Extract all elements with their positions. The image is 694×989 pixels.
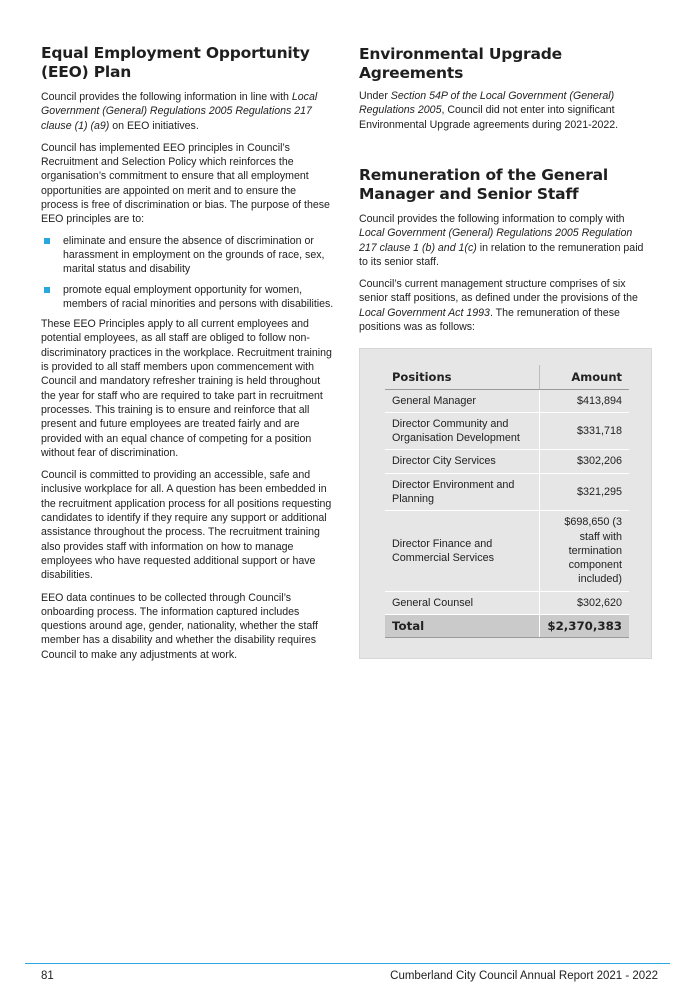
amount-cell: $302,620 [540,591,629,614]
position-cell: General Manager [385,389,540,412]
total-amount-cell: $2,370,383 [540,615,629,638]
list-item [41,234,334,277]
right-column [359,44,652,634]
eeo-intro-text-end: on EEO initiatives. [109,119,199,132]
table-header-row [385,365,629,389]
rem-intro-paragraph [359,212,652,269]
eeo-inclusive-paragraph: Council is committed to providing an accessible, safe and inclusive workplace for all. A question has been embedded in the recruitment application process for all positions requesting candidates to identify if they require any support or additional assistance throughout the process. The recruitment training also provides staff with information on how to manage employees who have requested additional support or have disabilities. [41,469,332,582]
rem-intro-text-end: in relation to the remuneration paid to its senior staff. [359,241,644,268]
amount-cell: $698,650 (3 staff with termination component included) [540,511,629,591]
env-text-end: , Council did not enter into significant Environmental Upgrade agreements during 2021-2022. [359,104,619,131]
eeo-heading: Equal Employment Opportunity (EEO) Plan [41,44,310,81]
eeo-intro-paragraph [41,90,334,133]
table-row [385,450,629,473]
remuneration-section [359,166,652,334]
amount-cell: $331,718 [540,412,629,450]
total-label-cell: Total [385,615,540,638]
rem-structure-text: Council’s current management structure comprises of six senior staff positions, as defined under the provisions of the [359,278,638,305]
rem-intro-text: Council provides the following information to comply with [359,213,625,225]
table-row [385,389,629,412]
list-item-text: eliminate and ensure the absence of discrimination or harassment in employment on the grounds of race, sex, marital status and disability [63,234,325,276]
env-heading: Environmental Upgrade Agreements [359,45,562,82]
positions-column-header: Positions [385,365,540,389]
amount-column-header: Amount [540,365,629,389]
list-item-text: promote equal employment opportunity for women, members of racial minorities and persons with disabilities. [63,283,334,310]
table-row [385,473,629,511]
position-cell: Director City Services [385,450,540,473]
env-paragraph [359,89,652,132]
position-cell: Director Environment and Planning [385,473,540,511]
table-row [385,412,629,450]
rem-intro-regulation: Local Government (General) Regulations 2005 Regulation 217 clause 1 (b) and 1(c) [359,227,633,254]
table-total-row [385,615,629,638]
rem-structure-act: Local Government Act 1993 [359,306,490,319]
env-regulation: Section 54P of the Local Government (General) Regulations 2005 [359,90,615,117]
list-item [41,283,334,312]
eeo-intro-regulation: Local Government (General) Regulations 2005 Regulations 217 clause (1) (a9) [41,91,318,132]
env-text: Under [359,90,391,102]
left-column [41,44,334,662]
table-row [385,591,629,614]
square-bullet-icon [44,287,50,293]
rem-structure-paragraph [359,277,652,334]
eeo-intro-text: Council provides the following information in line with [41,91,292,103]
eeo-principles-list [41,234,334,311]
position-cell: General Counsel [385,591,540,614]
rem-heading: Remuneration of the General Manager and Senior Staff [359,166,609,203]
table-row [385,511,629,591]
rem-structure-text-end: . The remuneration of these positions was as follows: [359,306,620,334]
eeo-data-paragraph: EEO data continues to be collected through Council’s onboarding process. The information captured includes questions around age, gender, nationality, whether the staff member has a disability and whether the disability requires Council to make any adjustments at work. [41,591,319,661]
eeo-principles-paragraph: Council has implemented EEO principles in Council’s Recruitment and Selection Policy which reinforces the organisation’s commitment to ensure that all employment opportunities are appointed on merit and to ensure the process is free of discrimination or bias. The purpose of these EEO principles are to: [41,141,330,226]
footer-divider [25,963,670,964]
page-number: 81 [41,970,54,982]
environmental-section [359,45,652,132]
position-cell: Director Community and Organisation Development [385,412,540,450]
remuneration-table-panel [359,348,652,659]
eeo-training-paragraph: These EEO Principles apply to all current employees and potential employees, as all staff are obliged to follow non-discriminatory practices in the workplace. Recruitment training is provided to all staff members upon commencement with Council and mandatory refresher training is held throughout the year for staff who are required to take part in recruitment processes. This training is to ensure and reinforce that all present and future employees are treated fairly and are provided with an equal chance of competing for a position without fear of discrimination. [41,318,332,459]
amount-cell: $321,295 [540,473,629,511]
position-cell: Director Finance and Commercial Services [385,511,540,591]
remuneration-table [385,365,629,638]
report-title: Cumberland City Council Annual Report 2021 - 2022 [390,970,658,982]
amount-cell: $302,206 [540,450,629,473]
square-bullet-icon [44,238,50,244]
amount-cell: $413,894 [540,389,629,412]
